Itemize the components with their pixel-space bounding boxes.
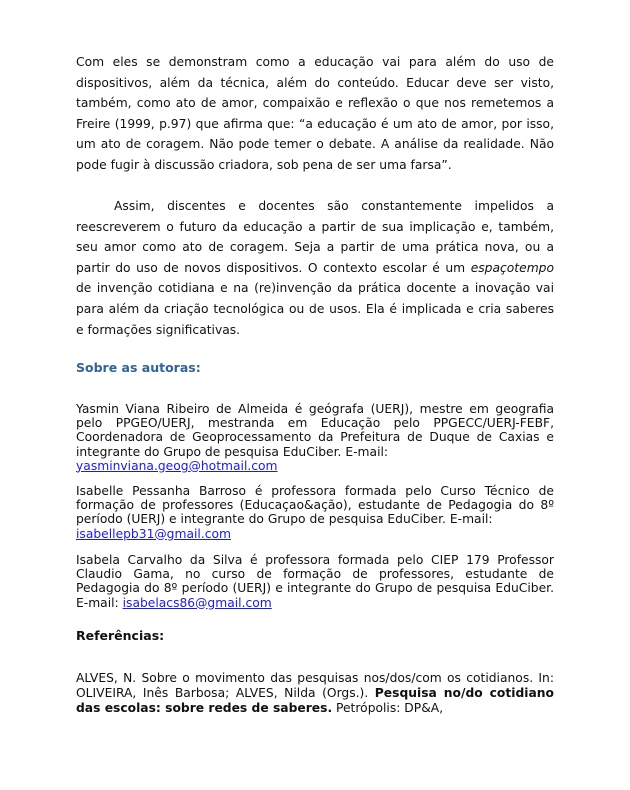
author-bio-3-text: Isabela Carvalho da Silva é professora formada pelo CIEP 179 Professor Claudio Gama, no curso de formação de professores, estudante de Pedagogia do 8º período (UERJ) e integrante do Grupo de pesquisa EduCiber. E-mail: [76,553,554,610]
paragraph-2-text-start: Assim, discentes e docentes são constantemente impelidos a reescreverem o futuro da educação a partir de sua implicação e, também, seu amor como ato de coragem. Seja a partir de uma prática nova, ou a partir do uso de novos dispositivos. O contexto escolar é um [76,199,554,275]
author-bio-3 [76,553,554,610]
reference-bold-title: Pesquisa no/do cotidiano das escolas: sobre redes de saberes. [76,686,554,715]
author-2-email-link[interactable]: isabellepb31@gmail.com [76,526,232,541]
author-1-email-link[interactable]: yasminviana.geog@hotmail.com [76,458,278,473]
paragraph-2-text-end: de invenção cotidiana e na (re)invenção da prática docente a inovação vai para além da criação tecnológica ou de usos. Ela é implicada e cria saberes e formações significativas. [76,281,554,337]
body-paragraph-2 [76,196,554,340]
reference-text-start: ALVES, N. Sobre o movimento das pesquisas nos/dos/com os cotidianos. In: OLIVEIRA, Inês Barbosa; ALVES, Nilda (Orgs.). [76,671,554,700]
reference-item [76,671,554,716]
author-bio-2-text: Isabelle Pessanha Barroso é professora formada pelo Curso Técnico de formação de professores (Educaçao&ação), estudante de Pedagogia do 8º período (UERJ) e integrante do Grupo de pesquisa EduCiber. E-mail: [76,484,554,527]
reference-text-end: Petrópolis: DP&A, [332,701,444,715]
author-bio-2 [76,484,554,541]
author-bio-1-text: Yasmin Viana Ribeiro de Almeida é geógrafa (UERJ), mestre em geografia pelo PPGEO/UERJ, mestranda em Educação pelo PPGECC/UERJ-FEBF, Coordenadora de Geoprocessamento da Prefeitura de Duque de Caxias e integrante do Grupo de pesquisa EduCiber. E-mail: [76,402,554,459]
body-paragraph-1: Com eles se demonstram como a educação vai para além do uso de dispositivos, além da técnica, além do conteúdo. Educar deve ser visto, também, como ato de amor, compaixão e reflexão o que nos remetemos a Freire (1999, p.97) que afirma que: “a educação é um ato de amor, por isso, um ato de coragem. Não pode temer o debate. A análise da realidade. Não pode fugir à discussão criadora, sob pena de ser uma farsa”. [76,55,554,172]
about-authors-heading: Sobre as autoras: [76,360,201,375]
references-heading: Referências: [76,628,165,643]
author-bio-1 [76,402,554,473]
paragraph-2-italic-term: espaçotempo [470,260,554,275]
author-3-email-link[interactable]: isabelacs86@gmail.com [122,595,272,610]
